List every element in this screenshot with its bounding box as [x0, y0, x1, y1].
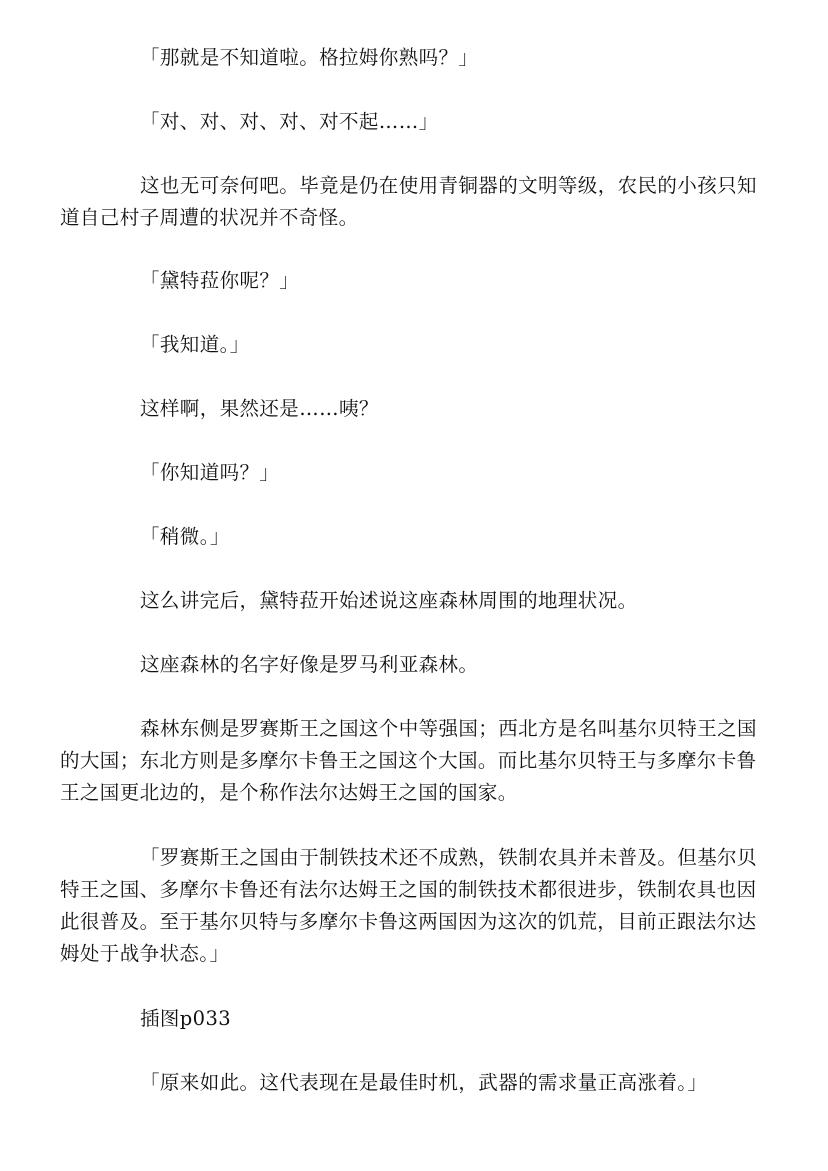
paragraph: 这也无可奈何吧。毕竟是仍在使用青铜器的文明等级，农民的小孩只知道自己村子周遭的状况并不奇怪。 — [60, 174, 757, 229]
paragraph: 「黛特菈你呢？」 — [140, 269, 300, 292]
paragraph: 「原来如此。这代表现在是最佳时机，武器的需求量正高涨着。」 — [140, 1071, 708, 1094]
paragraph: 这样啊，果然还是……咦？ — [140, 397, 379, 420]
paragraph: 「那就是不知道啦。格拉姆你熟吗？」 — [140, 46, 479, 69]
paragraph: 「罗赛斯王之国由于制铁技术还不成熟，铁制农具并未普及。但基尔贝特王之国、多摩尔卡鲁还有法尔达姆王之国的制铁技术都很进步，铁制农具也因此很普及。至于基尔贝特与多摩尔卡鲁这两国因为这次的饥荒，目前正跟法尔达姆处于战争状态。」 — [60, 846, 757, 965]
paragraph: 「你知道吗？」 — [140, 461, 280, 484]
paragraph: 森林东侧是罗赛斯王之国这个中等强国；西北方是名叫基尔贝特王之国的大国；东北方则是多摩尔卡鲁王之国这个大国。而比基尔贝特王与多摩尔卡鲁王之国更北边的，是个称作法尔达姆王之国的国家。 — [60, 717, 757, 804]
paragraph: 这座森林的名字好像是罗马利亚森林。 — [140, 653, 479, 676]
paragraph: 「对、对、对、对、对不起……」 — [140, 110, 439, 133]
paragraph: 这么讲完后，黛特菈开始述说这座森林周围的地理状况。 — [140, 589, 638, 612]
paragraph: 「稍微。」 — [140, 525, 230, 548]
paragraph: 「我知道。」 — [140, 333, 250, 356]
illustration-marker: 插图p033 — [140, 1007, 232, 1030]
